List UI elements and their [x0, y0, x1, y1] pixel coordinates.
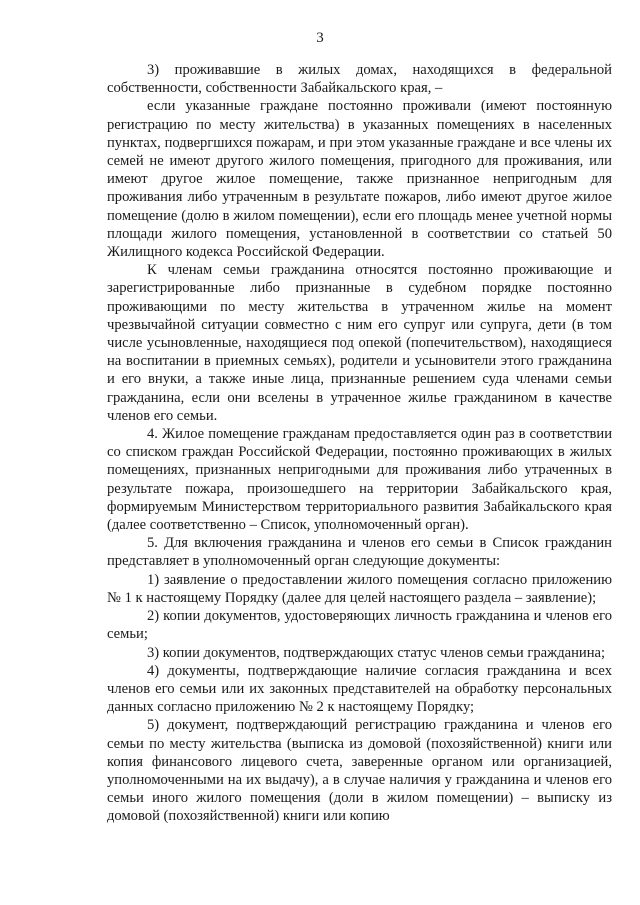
paragraph-item-3-housing: 3) проживавшие в жилых домах, находящихся в федеральной собственности, собственности Забайкальского края, –	[107, 62, 612, 97]
paragraph-family-members: К членам семьи гражданина относятся постоянно проживающие и зарегистрированные либо признанные в судебном порядке постоянно проживающими по месту жительства в утраченном жилье на момент чрезвычайной ситуации совместно с ним его супруг или супруга, дети (в том числе усыновленные, находящиеся под опекой (попечительством), находящиеся на воспитании в приемных семьях), родители и усыновители этого гражданина и его внуки, а также иные лица, признанные решением суда членами семьи гражданина, если они вселены в утраченное жилье гражданином в качестве членов его семьи.	[107, 262, 612, 424]
paragraph-clause-5: 5. Для включения гражданина и членов его семьи в Список гражданин представляет в уполномоченный орган следующие документы:	[107, 535, 612, 570]
page-number: 3	[316, 30, 324, 46]
list-item-application: 1) заявление о предоставлении жилого помещения согласно приложению № 1 к настоящему Порядку (далее для целей настоящего раздела – заявление);	[107, 571, 612, 606]
list-item-identity-documents: 2) копии документов, удостоверяющих личность гражданина и членов его семьи;	[107, 608, 612, 643]
list-item-registration-document: 5) документ, подтверждающий регистрацию гражданина и членов его семьи по месту жительства (выписка из домовой (похозяйственной) книги или копия финансового лицевого счета, заверенные органом или организацией, уполномоченными на их выдачу), а в случае наличия у гражданина и членов его семьи иного жилого помещения (доли в жилом помещении) – выписку из домовой (похозяйственной) книги или копию	[107, 717, 612, 825]
paragraph-residence-condition: если указанные граждане постоянно проживали (имеют постоянную регистрацию по месту жительства) в указанных помещениях в населенных пунктах, подвергшихся пожарам, и при этом указанные граждане и все члены их семей не имеют другого жилого помещения, пригодного для проживания, или имеют другое жилое помещение, также признанное непригодным для проживания либо утраченным в результате пожаров, либо имеют другое жилое помещение (долю в жилом помещении), если его площадь менее учетной нормы площади жилого помещения, установленной в соответствии со статьей 50 Жилищного кодекса Российской Федерации.	[107, 98, 612, 261]
list-item-personal-data-consent: 4) документы, подтверждающие наличие согласия гражданина и всех членов его семьи или их законных представителей на обработку персональных данных согласно приложению № 2 к настоящему Порядку;	[107, 662, 612, 716]
list-item-family-status-documents: 3) копии документов, подтверждающих статус членов семьи гражданина;	[147, 644, 606, 661]
paragraph-clause-4: 4. Жилое помещение гражданам предоставляется один раз в соответствии со списком граждан Российской Федерации, постоянно проживающих в жилых помещениях, признанных непригодными для проживания либо утраченных в результате пожара, произошедшего на территории Забайкальского края, формируемым Министерством территориального развития Забайкальского края (далее соответственно – Список, уполномоченный орган).	[107, 426, 612, 534]
document-body	[107, 61, 612, 826]
